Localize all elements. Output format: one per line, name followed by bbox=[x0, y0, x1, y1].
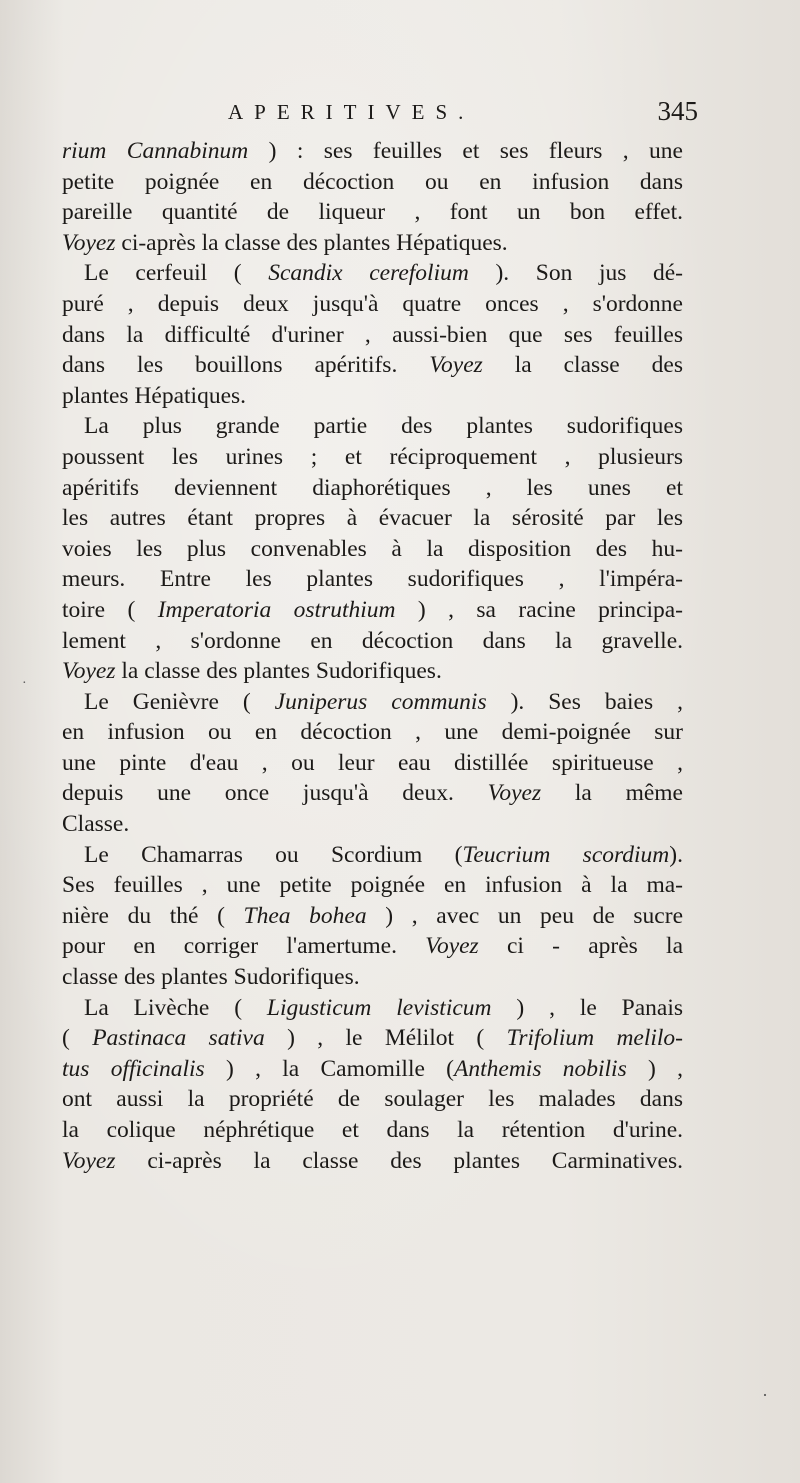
italic-text-segment: Pastinaca sativa bbox=[92, 1025, 265, 1052]
text-line bbox=[62, 962, 683, 993]
text-segment: ) , le Mélilot ( bbox=[264, 1025, 507, 1052]
text-line bbox=[62, 870, 683, 901]
text-line bbox=[62, 901, 683, 932]
text-segment: ) : ses feuilles et ses fleurs , une bbox=[248, 138, 683, 164]
text-segment: Le Genièvre ( bbox=[84, 688, 275, 715]
text-line bbox=[62, 778, 683, 809]
margin-speck: · bbox=[22, 676, 27, 691]
italic-text-segment: Juniperus communis bbox=[274, 688, 487, 715]
text-line bbox=[62, 626, 683, 657]
text-line bbox=[62, 993, 683, 1024]
italic-text-segment: Thea bohea bbox=[243, 902, 367, 929]
text-segment: les autres étant propres à évacuer la sérosité par les bbox=[62, 505, 683, 532]
text-segment: ) , avec un peu de sucre bbox=[366, 902, 683, 929]
text-line bbox=[62, 503, 683, 534]
text-segment: ci-après la classe des plantes Carminatives. bbox=[115, 1147, 683, 1174]
text-segment: classe des plantes Sudorifiques. bbox=[62, 964, 360, 991]
text-segment: dans les bouillons apéritifs. bbox=[62, 352, 430, 379]
text-segment: voies les plus convenables à la disposition des hu- bbox=[62, 535, 683, 562]
text-segment: ont aussi la propriété de soulager les malades dans bbox=[62, 1086, 683, 1113]
text-segment: pour en corriger l'amertume. bbox=[62, 933, 426, 960]
italic-text-segment: Voyez bbox=[487, 780, 542, 807]
text-segment: en infusion ou en décoction , une demi-poignée sur bbox=[62, 719, 683, 746]
text-segment: plantes Hépatiques. bbox=[62, 382, 247, 409]
italic-text-segment: rium Cannabinum bbox=[62, 138, 249, 164]
text-line bbox=[62, 1084, 683, 1115]
text-segment: pareille quantité de liqueur , font un bon effet. bbox=[62, 199, 683, 226]
text-segment: La Livèche ( bbox=[84, 994, 267, 1021]
text-line bbox=[62, 534, 683, 565]
text-segment: ) , le Panais bbox=[491, 994, 684, 1021]
text-segment: ( bbox=[62, 1025, 93, 1052]
text-segment: petite poignée en décoction ou en infusion dans bbox=[62, 168, 683, 195]
text-segment: La plus grande partie des plantes sudorifiques bbox=[84, 413, 683, 440]
text-line bbox=[62, 809, 683, 840]
page-header bbox=[228, 96, 698, 132]
text-segment: Ses feuilles , une petite poignée en infusion à la ma- bbox=[62, 872, 683, 899]
text-segment: ). Ses baies , bbox=[486, 688, 683, 715]
italic-text-segment: Voyez bbox=[62, 1147, 116, 1174]
text-line bbox=[62, 289, 683, 320]
text-line bbox=[62, 197, 683, 228]
text-segment: ). Son jus dé- bbox=[468, 260, 683, 287]
text-segment: depuis une once jusqu'à deux. bbox=[62, 780, 488, 807]
text-line bbox=[62, 1023, 683, 1054]
text-segment: apéritifs deviennent diaphorétiques , les unes et bbox=[62, 474, 683, 501]
text-segment: ). bbox=[669, 841, 683, 868]
text-line bbox=[62, 473, 683, 504]
text-segment: puré , depuis deux jusqu'à quatre onces , s'ordonne bbox=[62, 290, 683, 317]
text-line bbox=[62, 595, 683, 626]
text-segment: la colique néphrétique et dans la rétention d'urine. bbox=[62, 1117, 683, 1143]
text-line bbox=[62, 1054, 683, 1085]
text-line bbox=[62, 717, 683, 748]
text-segment: une pinte d'eau , ou leur eau distillée spiritueuse , bbox=[62, 749, 683, 776]
text-line bbox=[62, 748, 683, 779]
text-segment: toire ( bbox=[62, 596, 158, 623]
text-segment: Le Chamarras ou Scordium ( bbox=[84, 841, 463, 868]
text-segment: ) , la Camomille ( bbox=[204, 1055, 454, 1082]
italic-text-segment: Imperatoria ostruthium bbox=[157, 596, 396, 623]
text-line bbox=[62, 136, 683, 167]
text-line bbox=[62, 381, 683, 412]
text-line bbox=[62, 564, 683, 595]
text-segment: ci-après la classe des plantes Hépatiques. bbox=[115, 229, 508, 256]
italic-text-segment: Voyez bbox=[429, 352, 483, 379]
text-line bbox=[62, 687, 683, 718]
text-segment: la classe des bbox=[482, 352, 683, 379]
text-segment: Le cerfeuil ( bbox=[84, 260, 269, 287]
italic-text-segment: Voyez bbox=[62, 658, 116, 685]
text-line bbox=[62, 228, 683, 259]
running-title: APERITIVES. bbox=[228, 100, 475, 124]
text-line bbox=[62, 840, 683, 871]
text-line bbox=[62, 320, 683, 351]
text-segment: meurs. Entre les plantes sudorifiques , l'impéra- bbox=[62, 566, 683, 593]
text-segment: la classe des plantes Sudorifiques. bbox=[115, 658, 442, 685]
text-line bbox=[62, 411, 683, 442]
text-line bbox=[62, 442, 683, 473]
text-line bbox=[62, 656, 683, 687]
italic-text-segment: Teucrium scordium bbox=[462, 841, 670, 868]
margin-speck: · bbox=[762, 1385, 768, 1405]
italic-text-segment: Voyez bbox=[425, 933, 479, 960]
text-line bbox=[62, 258, 683, 289]
text-segment: ) , bbox=[626, 1055, 683, 1082]
text-line bbox=[62, 1146, 683, 1177]
text-line bbox=[62, 167, 683, 198]
text-segment: Classe. bbox=[62, 811, 130, 838]
text-line bbox=[62, 1115, 683, 1146]
text-line bbox=[62, 350, 683, 381]
text-segment: nière du thé ( bbox=[62, 902, 244, 929]
text-segment: la même bbox=[541, 780, 683, 807]
text-segment: ) , sa racine principa- bbox=[395, 596, 683, 623]
text-segment: ci - après la bbox=[478, 933, 683, 960]
italic-text-segment: tus officinalis bbox=[62, 1055, 205, 1082]
text-line bbox=[62, 931, 683, 962]
body-text bbox=[62, 136, 683, 1176]
page-number: 345 bbox=[657, 96, 698, 126]
text-segment: poussent les urines ; et réciproquement , plusieurs bbox=[62, 443, 683, 470]
italic-text-segment: Scandix cerefolium bbox=[268, 260, 469, 287]
text-segment: dans la difficulté d'uriner , aussi-bien que ses feuilles bbox=[62, 321, 683, 348]
italic-text-segment: Ligusticum levisticum bbox=[266, 994, 492, 1021]
text-segment: lement , s'ordonne en décoction dans la gravelle. bbox=[62, 627, 683, 654]
italic-text-segment: Voyez bbox=[62, 229, 116, 256]
italic-text-segment: Anthemis nobilis bbox=[454, 1055, 627, 1082]
italic-text-segment: Trifolium melilo- bbox=[506, 1025, 684, 1052]
